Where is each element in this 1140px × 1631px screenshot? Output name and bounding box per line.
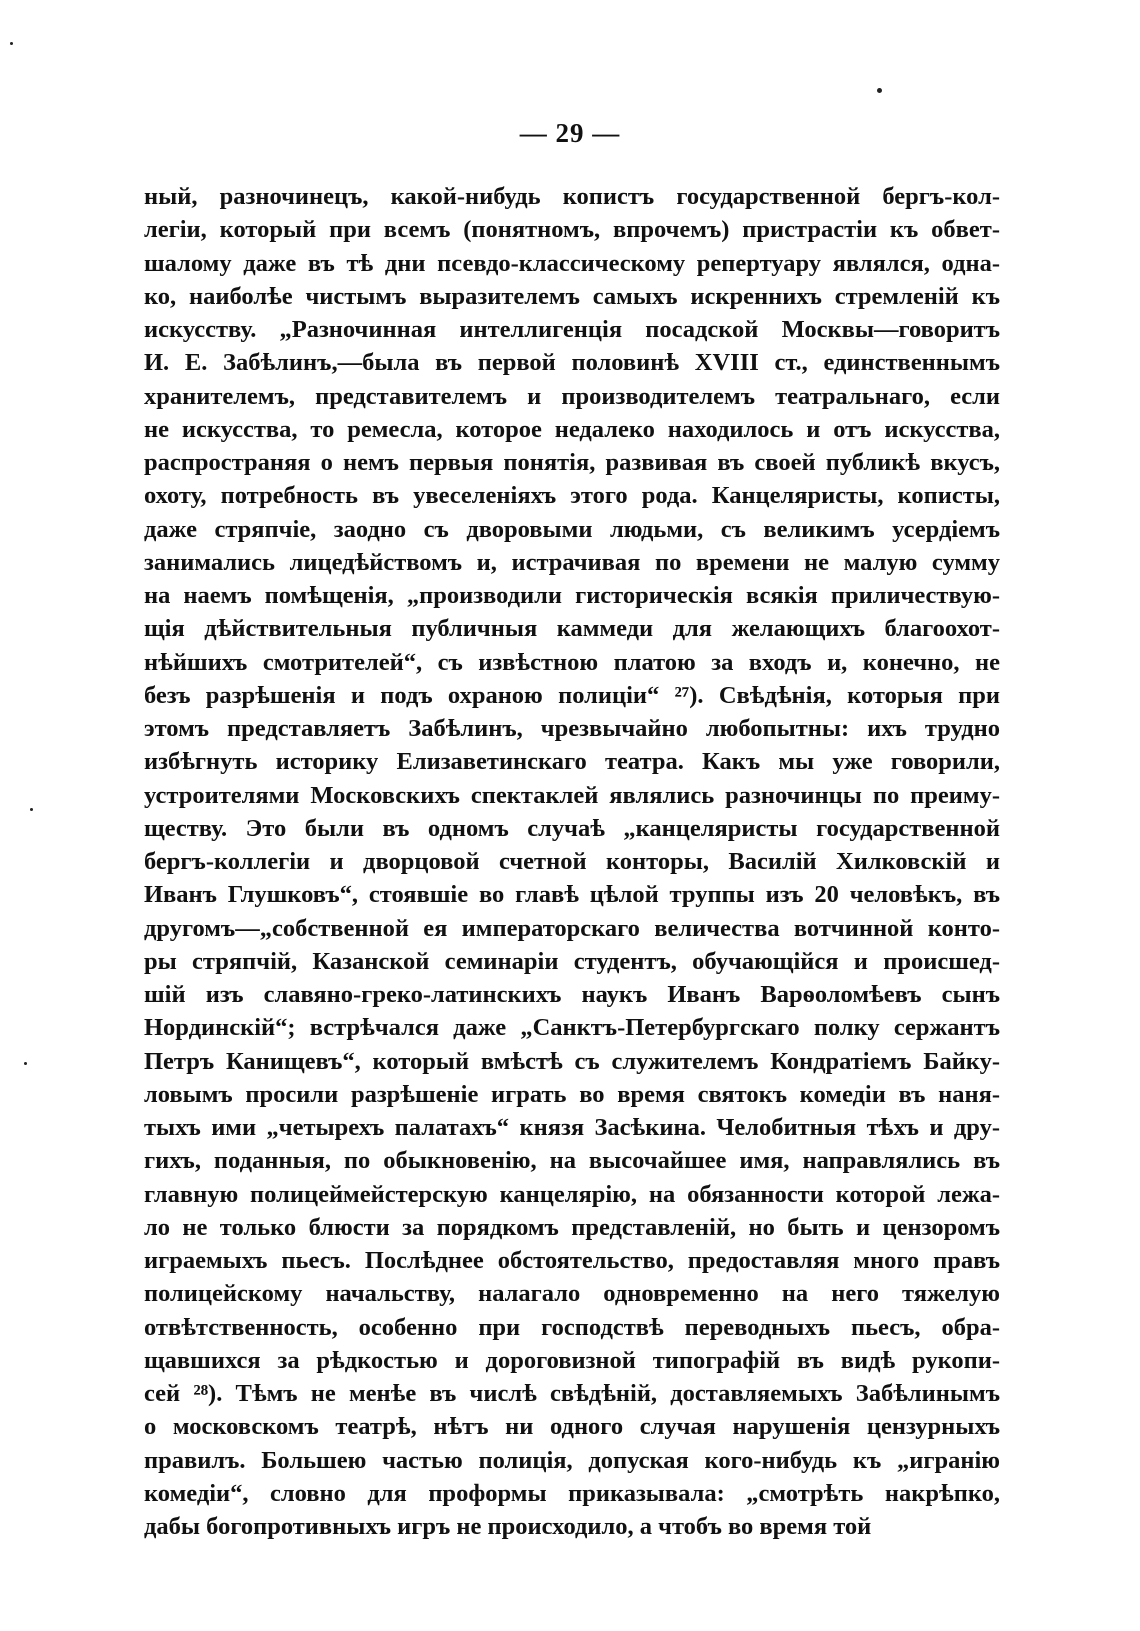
text-line: этомъ представляетъ Забѣлинъ, чрезвычайно любопытны: ихъ трудно	[144, 715, 1000, 742]
text-line: дабы богопротивныхъ игръ не происходило, а чтобъ во время той	[144, 1513, 872, 1540]
text-line: главную полицеймейстерскую канцелярію, на обязанности которой лежа-	[144, 1180, 1000, 1208]
text-line: ло не только блюсти за порядкомъ представленій, но быть и цензоромъ	[144, 1213, 1000, 1241]
text-line: даже стряпчіе, заодно съ дворовыми людьми, съ великимъ усердіемъ	[144, 515, 1000, 543]
text-line: щавшихся за рѣдкостью и дороговизной типографій въ видѣ рукопи-	[144, 1346, 1000, 1374]
text-line: нѣйшихъ смотрителей“, съ извѣстною платою за входъ и, конечно, не	[144, 648, 1000, 676]
text-line: безъ разрѣшенія и подъ охраною полиціи“ ²⁷). Свѣдѣнія, которыя при	[144, 681, 1000, 709]
text-line: ры стряпчій, Казанской семинаріи студентъ, обучающійся и происшед-	[144, 947, 1000, 975]
text-line: о московскомъ театрѣ, нѣтъ ни одного случая нарушенія цензурныхъ	[144, 1413, 1000, 1441]
text-line: Нординскій“; встрѣчался даже „Санктъ-Петербургскаго полку сержантъ	[144, 1014, 1000, 1042]
text-line: другомъ—„собственной ея императорскаго величества вотчинной конто-	[144, 914, 1000, 942]
ink-speck	[877, 88, 882, 93]
text-line: распространяя о немъ первыя понятія, развивая въ своей публикѣ вкусъ,	[144, 449, 1000, 476]
text-line: тыхъ ими „четырехъ палатахъ“ князя Засѣкина. Челобитныя тѣхъ и дру-	[144, 1114, 1000, 1141]
text-line: ный, разночинецъ, какой-нибудь копистъ государственной бергъ-кол-	[144, 183, 1000, 210]
text-line: избѣгнуть историку Елизаветинскаго театра. Какъ мы уже говорили,	[144, 748, 1000, 776]
text-line: охоту, потребность въ увеселеніяхъ этого рода. Канцеляристы, кописты,	[144, 482, 1000, 510]
text-line: легіи, который при всемъ (понятномъ, впрочемъ) пристрастіи къ обвет-	[144, 216, 1000, 244]
text-line: играемыхъ пьесъ. Послѣднее обстоятельство, предоставляя много правъ	[144, 1247, 1000, 1274]
text-line: правилъ. Большею частью полиція, допуская кого-нибудь къ „игранію	[144, 1446, 1000, 1474]
text-line: искусству. „Разночинная интеллигенція посадской Москвы—говоритъ	[144, 316, 1000, 343]
page-body	[144, 180, 1000, 1543]
text-line: Петръ Канищевъ“, который вмѣстѣ съ служителемъ Кондратіемъ Байку-	[144, 1047, 1000, 1075]
text-line: устроителями Московскихъ спектаклей являлись разночинцы по преиму-	[144, 781, 1000, 809]
text-line: ко, наиболѣе чистымъ выразителемъ самыхъ искреннихъ стремленій къ	[144, 282, 1000, 310]
text-line: занимались лицедѣйствомъ и, истрачивая по времени не малую сумму	[144, 548, 1000, 576]
page-number: — 29 —	[519, 118, 621, 148]
text-line: бергъ-коллегіи и дворцовой счетной конторы, Василій Хилковскій и	[144, 848, 1000, 875]
text-line: полицейскому начальству, налагало одновременно на него тяжелую	[144, 1280, 1000, 1308]
ink-speck	[10, 42, 13, 45]
ink-speck	[24, 1062, 27, 1065]
ink-speck	[30, 808, 33, 811]
text-line: ловымъ просили разрѣшеніе играть во время святокъ комедіи въ наня-	[144, 1080, 1000, 1108]
text-line: комедіи“, словно для проформы приказывала: „смотрѣть накрѣпко,	[144, 1479, 1000, 1507]
text-line: не искусства, то ремесла, которое недалеко находилось и отъ искусства,	[144, 415, 1000, 443]
text-line: ществу. Это были въ одномъ случаѣ „канцеляристы государственной	[144, 814, 1000, 842]
text-line: сей ²⁸). Тѣмъ не менѣе въ числѣ свѣдѣній, доставляемыхъ Забѣлинымъ	[144, 1380, 1000, 1407]
text-line: Иванъ Глушковъ“, стоявшіе во главѣ цѣлой труппы изъ 20 человѣкъ, въ	[144, 881, 1000, 909]
text-line: шій изъ славяно-греко-латинскихъ наукъ Иванъ Варѳоломѣевъ сынъ	[144, 981, 1000, 1008]
text-line: гихъ, поданныя, по обыкновенію, на высочайшее имя, направлялись въ	[144, 1147, 1000, 1175]
text-line: на наемъ помѣщенія, „производили гисторическія всякія приличествую-	[144, 582, 1000, 609]
text-line: И. Е. Забѣлинъ,—была въ первой половинѣ XVIII ст., единственнымъ	[144, 349, 1000, 377]
text-line: отвѣтственность, особенно при господствѣ переводныхъ пьесъ, обра-	[144, 1313, 1000, 1341]
text-line: шалому даже въ тѣ дни псевдо-классическому репертуару являлся, одна-	[144, 249, 1000, 277]
text-line: хранителемъ, представителемъ и производителемъ театральнаго, если	[144, 382, 1000, 410]
text-line: щія дѣйствительныя публичныя каммеди для желающихъ благоохот-	[144, 615, 1000, 643]
